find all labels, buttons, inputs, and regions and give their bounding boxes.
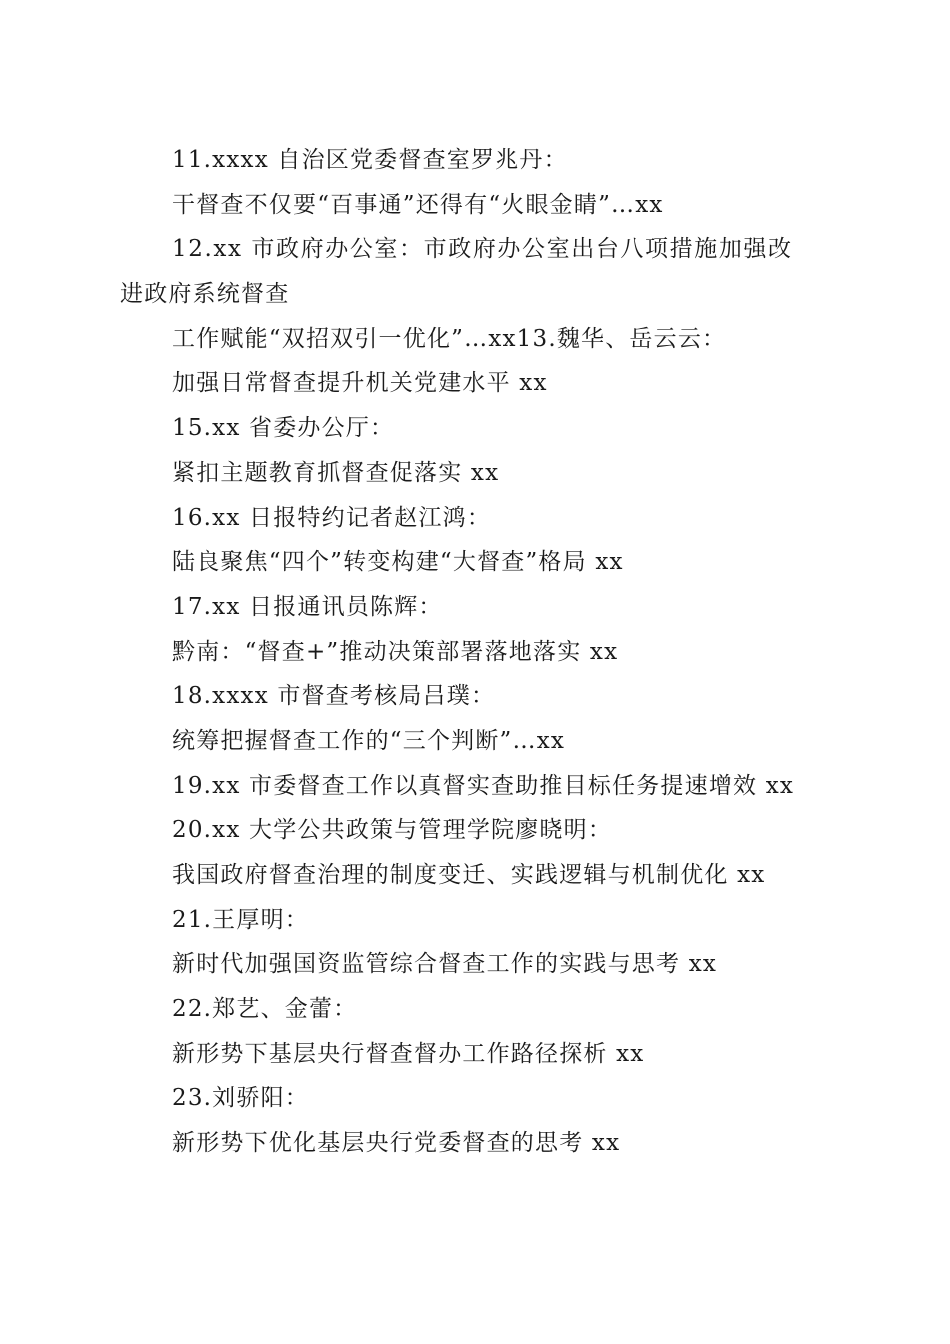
list-item: 15.xx 省委办公厅：: [172, 415, 395, 442]
list-item: 新时代加强国资监管综合督查工作的实践与思考 xx: [172, 951, 718, 978]
list-item-continuation: 进政府系统督查: [120, 281, 290, 308]
list-item: 22.郑艺、金蕾：: [172, 996, 358, 1023]
list-item: 16.xx 日报特约记者赵江鸿：: [172, 504, 492, 531]
list-item: 工作赋能“双招双引一优化”…xx13.魏华、岳云云：: [172, 325, 727, 352]
list-item: 19.xx 市委督查工作以真督实查助推目标任务提速增效 xx: [172, 772, 795, 799]
document-body: [120, 138, 830, 1166]
list-item: 17.xx 日报通讯员陈辉：: [172, 593, 443, 620]
list-item: 陆良聚焦“四个”转变构建“大督查”格局 xx: [172, 549, 624, 576]
list-item: 紧扣主题教育抓督查促落实 xx: [172, 459, 500, 486]
list-item: 我国政府督查治理的制度变迁、实践逻辑与机制优化 xx: [172, 862, 766, 888]
list-item: 21.王厚明：: [172, 906, 309, 933]
list-item: 加强日常督查提升机关党建水平 xx: [172, 370, 548, 397]
list-item: 统筹把握督查工作的“三个判断”…xx: [172, 727, 566, 754]
list-item: 11.xxxx 自治区党委督查室罗兆丹：: [172, 147, 568, 173]
list-item: 20.xx 大学公共政策与管理学院廖晓明：: [172, 817, 613, 844]
list-item: 黔南：“督查+”推动决策部署落地落实 xx: [172, 638, 619, 665]
list-item: 18.xxxx 市督查考核局吕璞：: [172, 683, 496, 710]
list-item: 新形势下基层央行督查督办工作路径探析 xx: [172, 1040, 645, 1067]
list-item: 新形势下优化基层央行党委督查的思考 xx: [172, 1130, 621, 1157]
list-item: 12.xx 市政府办公室：市政府办公室出台八项措施加强改: [172, 236, 793, 263]
list-item: 23.刘骄阳：: [172, 1085, 309, 1112]
list-item: 干督查不仅要“百事通”还得有“火眼金睛”…xx: [172, 191, 664, 218]
